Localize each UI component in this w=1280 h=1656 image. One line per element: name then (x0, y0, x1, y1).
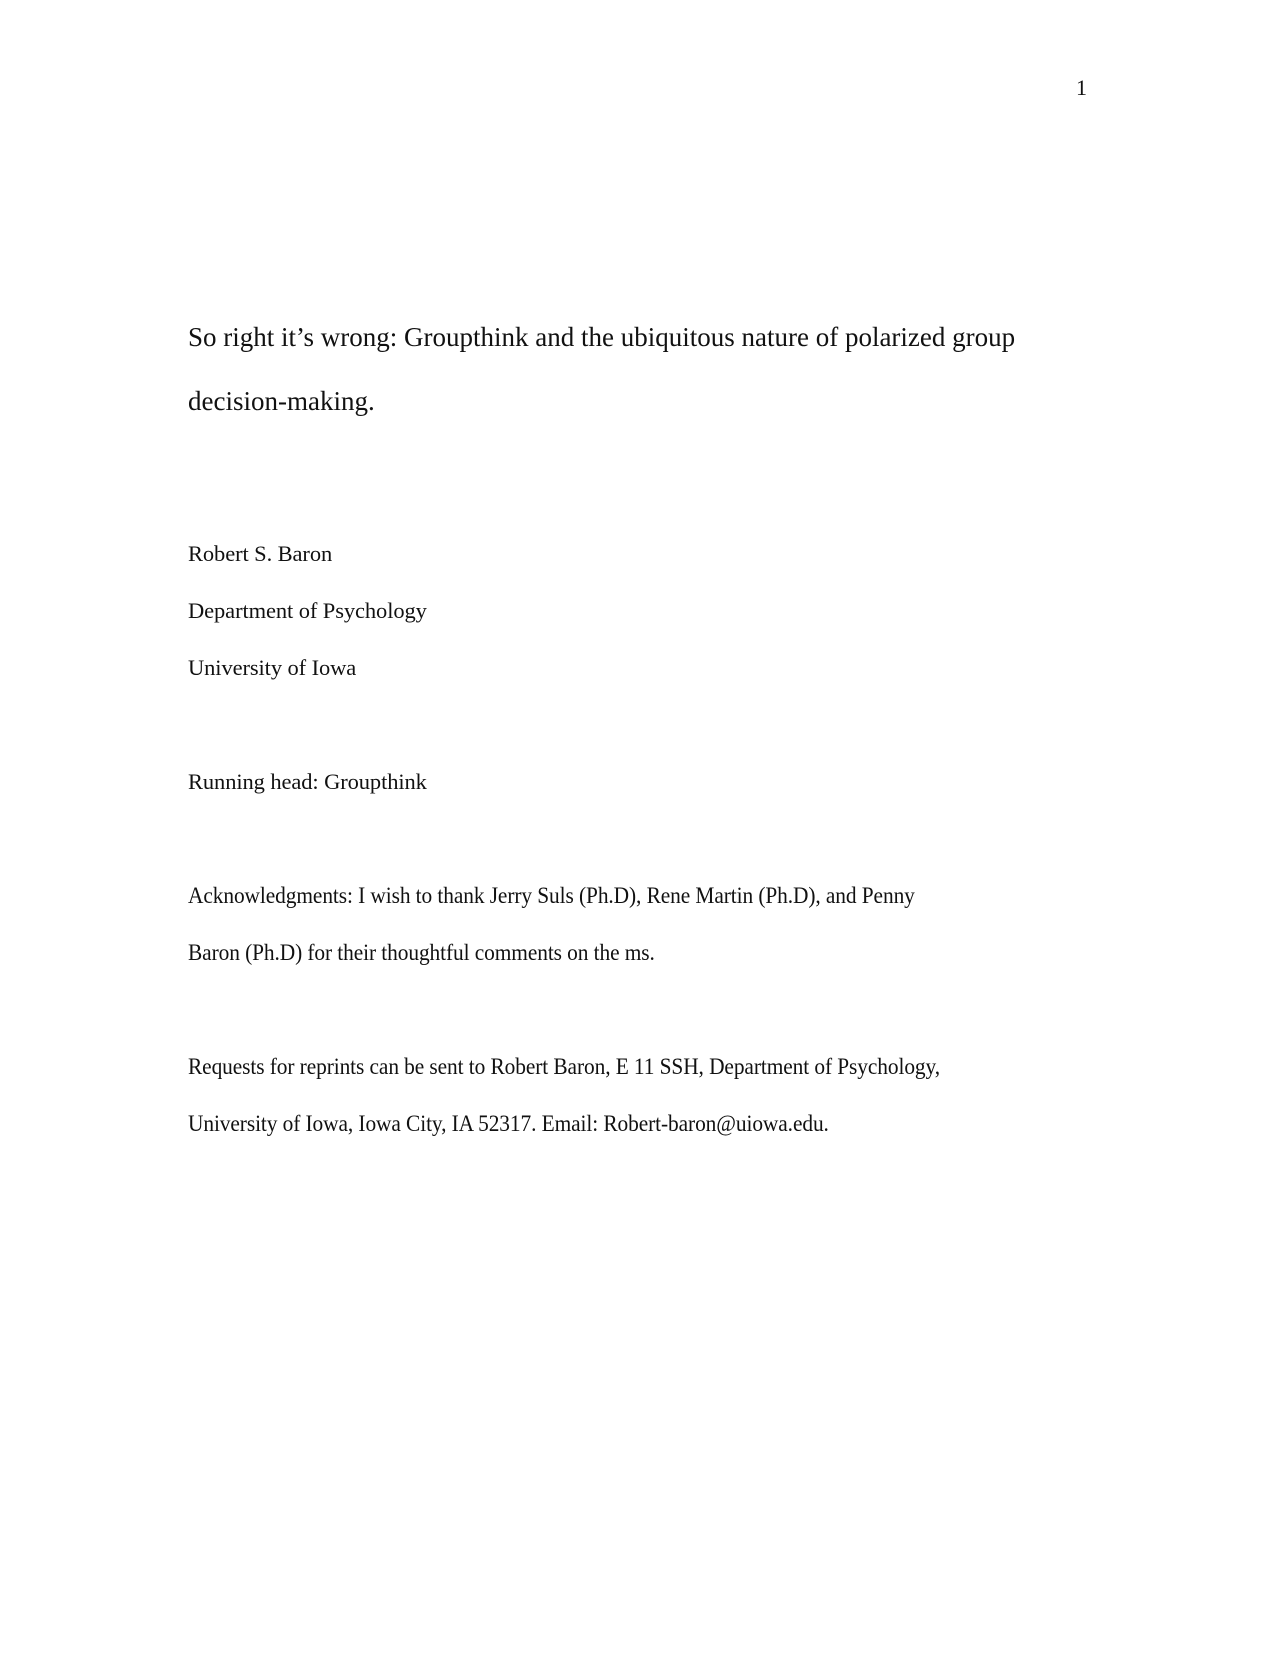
reprints-line-1: Requests for reprints can be sent to Robert Baron, E 11 SSH, Department of Psychology, (188, 1054, 941, 1079)
author-institution: University of Iowa (188, 655, 357, 680)
acknowledgments-line-1: Acknowledgments: I wish to thank Jerry Suls (Ph.D), Rene Martin (Ph.D), and Penny (188, 883, 915, 908)
title-line-1: So right it’s wrong: Groupthink and the ubiquitous nature of polarized group (188, 322, 1016, 352)
author-department: Department of Psychology (188, 598, 427, 623)
acknowledgments-line-2: Baron (Ph.D) for their thoughtful comments on the ms. (188, 940, 655, 965)
reprints-line-2: University of Iowa, Iowa City, IA 52317. Email: Robert-baron@uiowa.edu. (188, 1111, 829, 1136)
title-line-2: decision-making. (188, 386, 375, 416)
running-head: Running head: Groupthink (188, 769, 427, 794)
page-number: 1 (1076, 75, 1087, 100)
author-name: Robert S. Baron (188, 541, 333, 566)
